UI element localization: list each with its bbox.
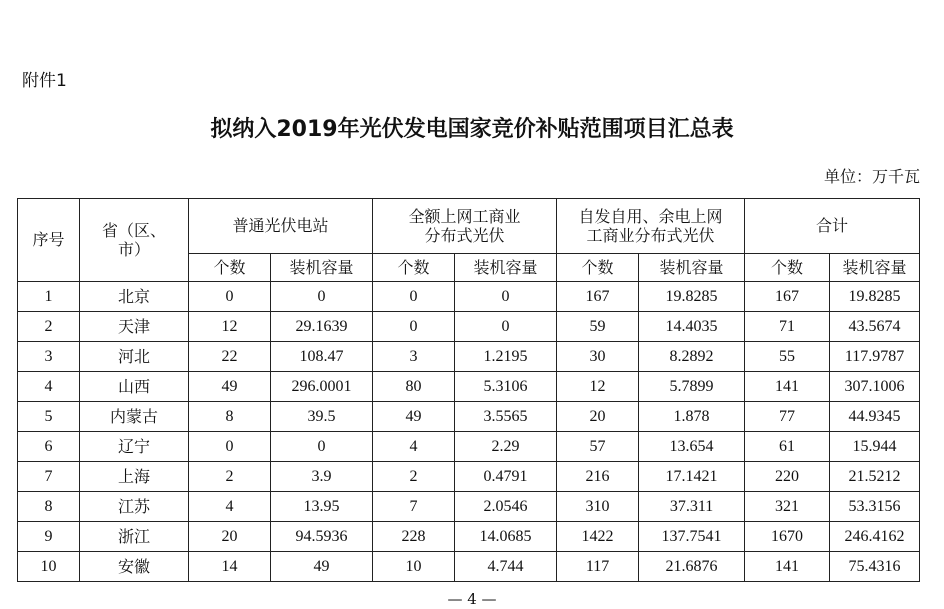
cell-full-grid-count: 49 <box>373 402 455 432</box>
cell-station-count: 0 <box>189 432 271 462</box>
summary-table <box>17 198 920 582</box>
cell-total-capacity: 75.4316 <box>830 552 920 582</box>
page-title: 拟纳入2019年光伏发电国家竞价补贴范围项目汇总表 <box>210 117 734 142</box>
annex-label: 附件1 <box>22 71 67 91</box>
cell-total-capacity: 44.9345 <box>830 402 920 432</box>
table-row <box>18 432 920 462</box>
cell-full-grid-capacity: 2.0546 <box>455 492 557 522</box>
table-row <box>18 282 920 312</box>
table-row <box>18 522 920 552</box>
cell-total-count: 61 <box>745 432 830 462</box>
header-count: 个数 <box>745 254 830 282</box>
cell-self-use-count: 20 <box>557 402 639 432</box>
cell-self-use-capacity: 8.2892 <box>639 342 745 372</box>
cell-station-count: 12 <box>189 312 271 342</box>
header-capacity: 装机容量 <box>639 254 745 282</box>
cell-self-use-capacity: 5.7899 <box>639 372 745 402</box>
cell-full-grid-capacity: 2.29 <box>455 432 557 462</box>
cell-province: 北京 <box>80 282 189 312</box>
cell-station-capacity: 108.47 <box>271 342 373 372</box>
cell-station-count: 2 <box>189 462 271 492</box>
cell-total-count: 321 <box>745 492 830 522</box>
header-province: 省（区、市） <box>80 199 189 282</box>
table-row <box>18 402 920 432</box>
cell-province: 河北 <box>80 342 189 372</box>
cell-seq: 1 <box>18 282 80 312</box>
cell-self-use-count: 59 <box>557 312 639 342</box>
cell-station-count: 8 <box>189 402 271 432</box>
cell-total-capacity: 21.5212 <box>830 462 920 492</box>
header-group-ordinary-station: 普通光伏电站 <box>189 199 373 254</box>
cell-self-use-count: 1422 <box>557 522 639 552</box>
cell-total-count: 220 <box>745 462 830 492</box>
header-seq: 序号 <box>18 199 80 282</box>
cell-self-use-count: 216 <box>557 462 639 492</box>
table-row <box>18 342 920 372</box>
header-group-self-use-distributed: 自发自用、余电上网工商业分布式光伏 <box>557 199 745 254</box>
cell-self-use-capacity: 21.6876 <box>639 552 745 582</box>
cell-full-grid-capacity: 4.744 <box>455 552 557 582</box>
cell-full-grid-capacity: 14.0685 <box>455 522 557 552</box>
cell-province: 上海 <box>80 462 189 492</box>
cell-total-capacity: 307.1006 <box>830 372 920 402</box>
cell-station-capacity: 29.1639 <box>271 312 373 342</box>
cell-full-grid-capacity: 0 <box>455 312 557 342</box>
cell-self-use-capacity: 13.654 <box>639 432 745 462</box>
cell-station-capacity: 49 <box>271 552 373 582</box>
header-count: 个数 <box>557 254 639 282</box>
cell-seq: 9 <box>18 522 80 552</box>
page-number: — 4 — <box>447 590 497 608</box>
cell-station-count: 20 <box>189 522 271 552</box>
cell-self-use-capacity: 1.878 <box>639 402 745 432</box>
cell-self-use-count: 310 <box>557 492 639 522</box>
cell-total-capacity: 19.8285 <box>830 282 920 312</box>
cell-province: 山西 <box>80 372 189 402</box>
cell-full-grid-count: 4 <box>373 432 455 462</box>
cell-self-use-count: 167 <box>557 282 639 312</box>
cell-station-capacity: 94.5936 <box>271 522 373 552</box>
header-count: 个数 <box>373 254 455 282</box>
cell-station-capacity: 0 <box>271 432 373 462</box>
cell-full-grid-capacity: 0 <box>455 282 557 312</box>
cell-seq: 10 <box>18 552 80 582</box>
cell-total-count: 141 <box>745 372 830 402</box>
cell-total-capacity: 117.9787 <box>830 342 920 372</box>
cell-province: 内蒙古 <box>80 402 189 432</box>
cell-self-use-capacity: 37.311 <box>639 492 745 522</box>
cell-seq: 2 <box>18 312 80 342</box>
cell-station-count: 49 <box>189 372 271 402</box>
header-group-full-grid-distributed: 全额上网工商业分布式光伏 <box>373 199 557 254</box>
cell-total-capacity: 246.4162 <box>830 522 920 552</box>
cell-full-grid-count: 80 <box>373 372 455 402</box>
cell-self-use-count: 57 <box>557 432 639 462</box>
cell-total-capacity: 53.3156 <box>830 492 920 522</box>
table-row <box>18 492 920 522</box>
cell-station-count: 22 <box>189 342 271 372</box>
cell-full-grid-count: 0 <box>373 312 455 342</box>
cell-province: 安徽 <box>80 552 189 582</box>
unit-label: 单位：万千瓦 <box>823 167 920 186</box>
table-row <box>18 462 920 492</box>
cell-seq: 5 <box>18 402 80 432</box>
cell-total-count: 71 <box>745 312 830 342</box>
header-row-groups <box>18 199 920 254</box>
cell-total-capacity: 15.944 <box>830 432 920 462</box>
cell-province: 浙江 <box>80 522 189 552</box>
cell-total-count: 77 <box>745 402 830 432</box>
cell-province: 天津 <box>80 312 189 342</box>
cell-province: 江苏 <box>80 492 189 522</box>
cell-seq: 8 <box>18 492 80 522</box>
cell-full-grid-capacity: 0.4791 <box>455 462 557 492</box>
table-row <box>18 312 920 342</box>
header-capacity: 装机容量 <box>830 254 920 282</box>
cell-station-capacity: 39.5 <box>271 402 373 432</box>
cell-station-count: 14 <box>189 552 271 582</box>
header-capacity: 装机容量 <box>271 254 373 282</box>
cell-seq: 6 <box>18 432 80 462</box>
cell-self-use-count: 30 <box>557 342 639 372</box>
cell-station-capacity: 0 <box>271 282 373 312</box>
cell-station-capacity: 13.95 <box>271 492 373 522</box>
cell-seq: 3 <box>18 342 80 372</box>
header-count: 个数 <box>189 254 271 282</box>
cell-station-count: 4 <box>189 492 271 522</box>
cell-full-grid-capacity: 1.2195 <box>455 342 557 372</box>
cell-self-use-capacity: 14.4035 <box>639 312 745 342</box>
cell-full-grid-capacity: 3.5565 <box>455 402 557 432</box>
cell-total-count: 1670 <box>745 522 830 552</box>
cell-self-use-count: 12 <box>557 372 639 402</box>
cell-total-count: 167 <box>745 282 830 312</box>
cell-province: 辽宁 <box>80 432 189 462</box>
cell-station-count: 0 <box>189 282 271 312</box>
cell-total-capacity: 43.5674 <box>830 312 920 342</box>
table-row <box>18 372 920 402</box>
cell-full-grid-count: 10 <box>373 552 455 582</box>
cell-full-grid-count: 2 <box>373 462 455 492</box>
cell-station-capacity: 3.9 <box>271 462 373 492</box>
cell-self-use-capacity: 17.1421 <box>639 462 745 492</box>
cell-self-use-capacity: 19.8285 <box>639 282 745 312</box>
cell-total-count: 141 <box>745 552 830 582</box>
cell-full-grid-capacity: 5.3106 <box>455 372 557 402</box>
cell-full-grid-count: 7 <box>373 492 455 522</box>
cell-full-grid-count: 0 <box>373 282 455 312</box>
table-body <box>18 282 920 582</box>
cell-seq: 7 <box>18 462 80 492</box>
table-row <box>18 552 920 582</box>
cell-full-grid-count: 228 <box>373 522 455 552</box>
cell-seq: 4 <box>18 372 80 402</box>
cell-full-grid-count: 3 <box>373 342 455 372</box>
cell-self-use-capacity: 137.7541 <box>639 522 745 552</box>
cell-self-use-count: 117 <box>557 552 639 582</box>
header-group-total: 合计 <box>745 199 920 254</box>
cell-total-count: 55 <box>745 342 830 372</box>
cell-station-capacity: 296.0001 <box>271 372 373 402</box>
header-capacity: 装机容量 <box>455 254 557 282</box>
